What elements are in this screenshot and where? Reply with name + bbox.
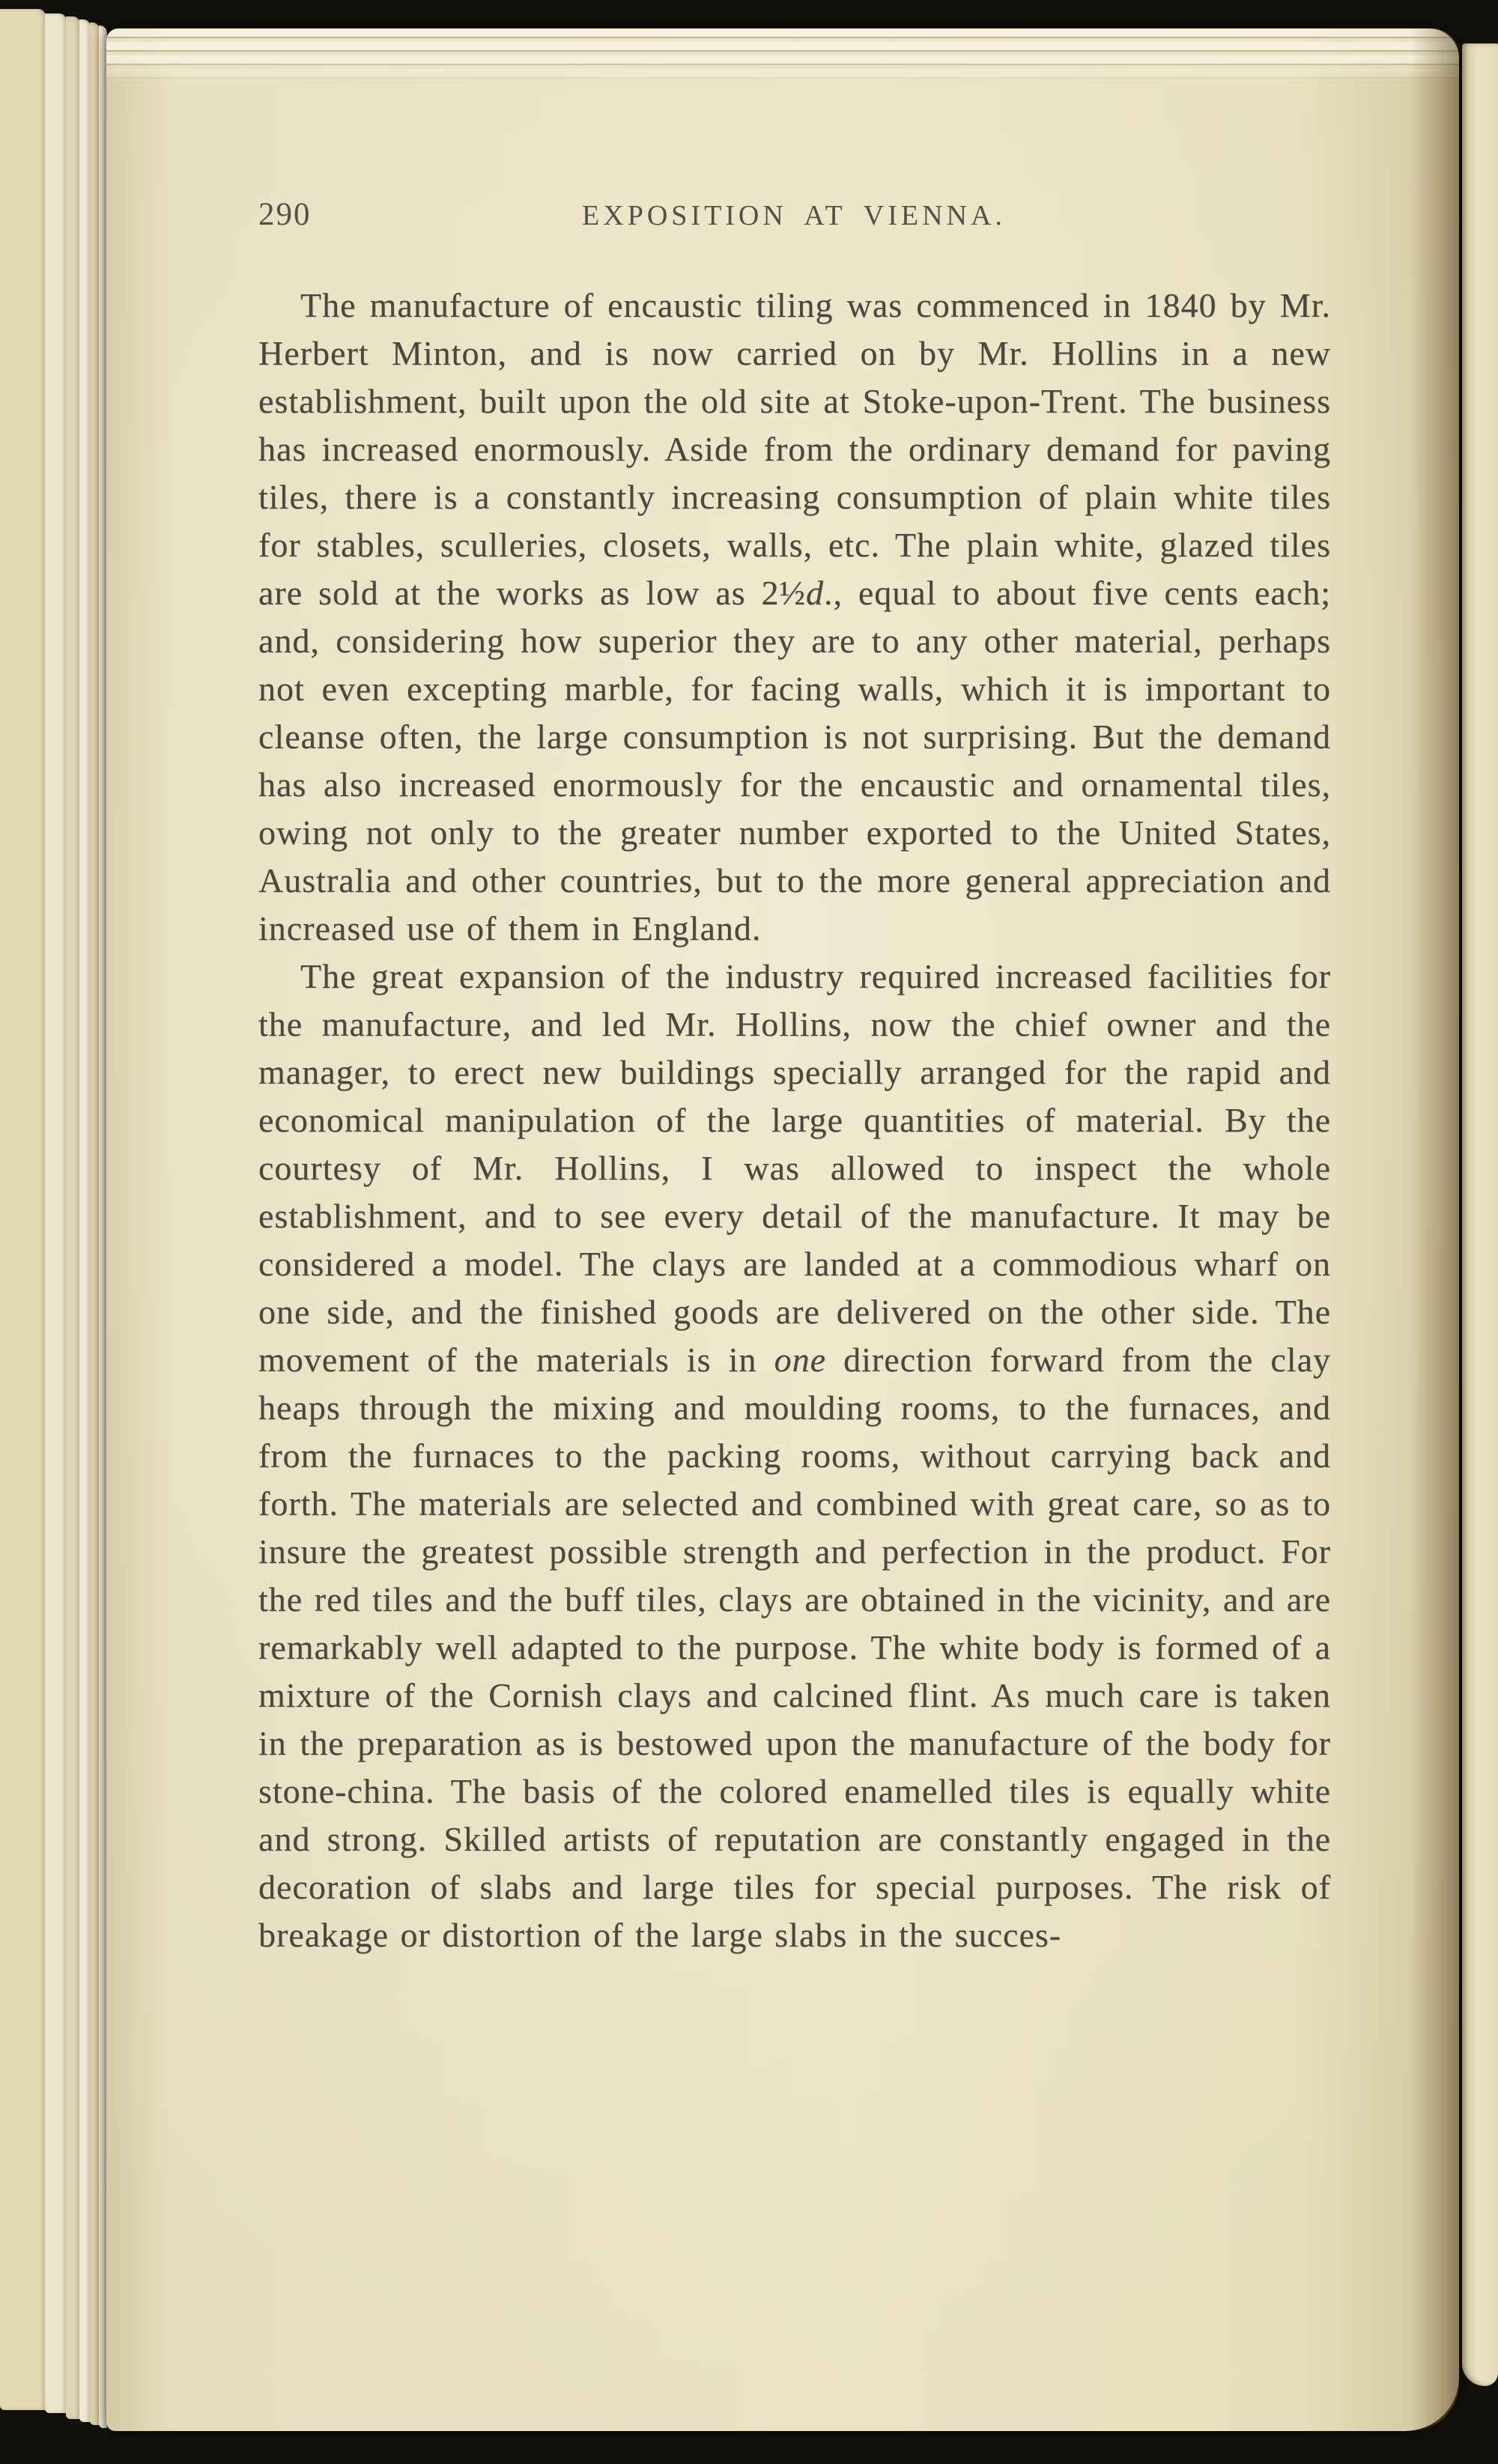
book-page [106, 28, 1459, 2431]
paragraph: The manufacture of encaustic tiling was commenced in 1840 by Mr. Herbert Minton, and is now carried on by Mr. Hollins in a new establishment, built upon the old site at Stoke-upon-Trent. The business has increased enormously. Aside from the ordinary demand for paving tiles, there is a constantly increasing consumption of plain white tiles for stables, sculleries, closets, walls, etc. The plain white, glazed tiles are sold at the works as low as 2½d., equal to about five cents each; and, considering how superior they are to any other material, perhaps not even excepting marble, for facing walls, which it is important to cleanse often, the large consumption is not surprising. But the demand has also increased enormously for the encaustic and ornamental tiles, owing not only to the greater number exported to the United States, Australia and other countries, but to the more general appreciation and increased use of them in England. [258, 286, 1331, 947]
page-edge-strip [79, 19, 91, 2422]
gutter-shadow [1411, 28, 1459, 2431]
running-head: EXPOSITION AT VIENNA. [582, 200, 1006, 231]
page-edge-strip [66, 16, 80, 2419]
text-block [258, 282, 1331, 1959]
page-edge-strip [45, 13, 67, 2413]
page-number: 290 [258, 197, 312, 232]
page-top-edges [106, 28, 1459, 82]
page-edge-strip [0, 9, 46, 2410]
adjacent-page-edge [1462, 43, 1498, 2386]
page-header [258, 193, 1329, 238]
paragraph: The great expansion of the industry required increased facilities for the manufacture, and led Mr. Hollins, now the chief owner and the manager, to erect new buildings specially arranged for the rapid and economical manipulation of the large quantities of material. By the courtesy of Mr. Hollins, I was allowed to inspect the whole establishment, and to see every detail of the manufacture. It may be considered a model. The clays are landed at a commodious wharf on one side, and the finished goods are delivered on the other side. The movement of the materials is in one direction forward from the clay heaps through the mixing and moulding rooms, to the furnaces, and from the furnaces to the packing rooms, without carrying back and forth. The materials are selected and combined with great care, so as to insure the greatest possible strength and perfection in the product. For the red tiles and the buff tiles, clays are obtained in the vicinity, and are remarkably well adapted to the purpose. The white body is formed of a mixture of the Cornish clays and calcined flint. As much care is taken in the preparation as is bestowed upon the manufacture of the body for stone-china. The basis of the colored enamelled tiles is equally white and strong. Skilled artists of reputation are constantly engaged in the decoration of slabs and large tiles for special purposes. The risk of breakage or distortion of the large slabs in the succes- [258, 957, 1331, 1954]
